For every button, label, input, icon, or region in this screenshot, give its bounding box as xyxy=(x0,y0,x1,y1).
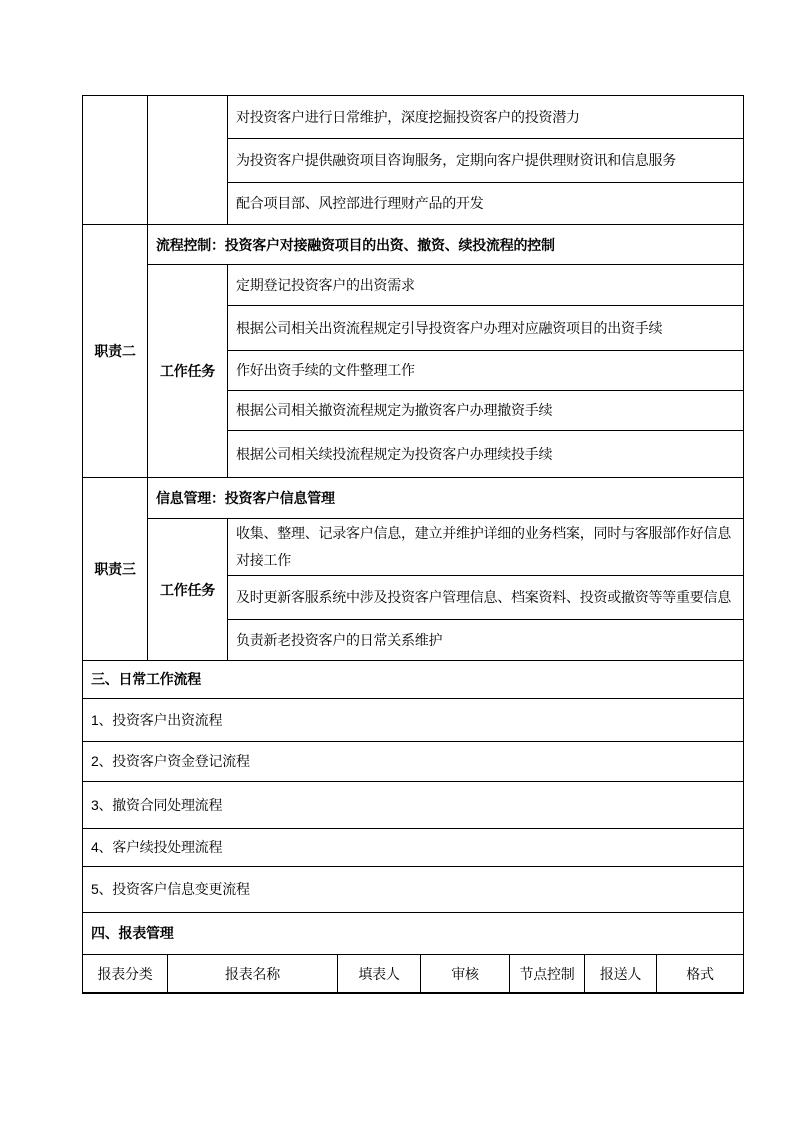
task-row: 定期登记投资客户的出资需求 xyxy=(228,265,743,306)
flow-item: 2、投资客户资金登记流程 xyxy=(83,742,743,782)
category-header: 信息管理：投资客户信息管理 xyxy=(148,478,743,519)
task-row: 对投资客户进行日常维护，深度挖掘投资客户的投资潜力 xyxy=(228,96,743,139)
duty-label-empty xyxy=(83,96,148,224)
task-row: 根据公司相关撤资流程规定为撤资客户办理撤资手续 xyxy=(228,391,743,431)
daily-flow-heading: 三、日常工作流程 xyxy=(83,661,743,699)
duty-label: 职责二 xyxy=(83,225,148,477)
flow-item: 4、客户续投处理流程 xyxy=(83,829,743,867)
task-row: 及时更新客服系统中涉及投资客户管理信息、档案资料、投资或撤资等等重要信息 xyxy=(228,576,743,620)
task-row: 负责新老投资客户的日常关系维护 xyxy=(236,631,443,648)
duty-section-3 xyxy=(83,478,743,661)
report-col-submitter: 报送人 xyxy=(585,955,657,992)
task-row: 为投资客户提供融资项目咨询服务，定期向客户提供理财资讯和信息服务 xyxy=(228,139,743,183)
task-label-empty xyxy=(148,96,228,224)
task-row: 收集、整理、记录客户信息，建立并维护详细的业务档案，同时与客服部作好信息对接工作 xyxy=(228,519,743,576)
task-row: 配合项目部、风控部进行理财产品的开发 xyxy=(236,195,484,211)
duty-label: 职责三 xyxy=(83,478,148,660)
report-col-filler: 填表人 xyxy=(338,955,421,992)
duty-responsibility-table xyxy=(82,95,744,994)
report-col-node-control: 节点控制 xyxy=(510,955,585,992)
task-label: 工作任务 xyxy=(148,519,228,660)
task-row: 作好出资手续的文件整理工作 xyxy=(228,351,743,391)
report-management-heading: 四、报表管理 xyxy=(83,913,743,955)
category-header: 流程控制：投资客户对接融资项目的出资、撤资、续投流程的控制 xyxy=(148,225,743,265)
duty-section-1 xyxy=(83,96,743,225)
flow-item: 1、投资客户出资流程 xyxy=(83,699,743,742)
duty-section-2 xyxy=(83,225,743,478)
task-row: 根据公司相关出资流程规定引导投资客户办理对应融资项目的出资手续 xyxy=(228,306,743,351)
report-col-name: 报表名称 xyxy=(168,955,338,992)
task-label: 工作任务 xyxy=(148,265,228,477)
flow-item: 3、撤资合同处理流程 xyxy=(83,782,743,829)
report-header-row xyxy=(83,955,743,992)
flow-item: 5、投资客户信息变更流程 xyxy=(83,867,743,913)
task-row: 根据公司相关续投流程规定为投资客户办理续投手续 xyxy=(236,445,553,462)
report-col-category: 报表分类 xyxy=(83,955,168,992)
report-col-format: 格式 xyxy=(686,965,714,982)
report-col-review: 审核 xyxy=(421,955,510,992)
